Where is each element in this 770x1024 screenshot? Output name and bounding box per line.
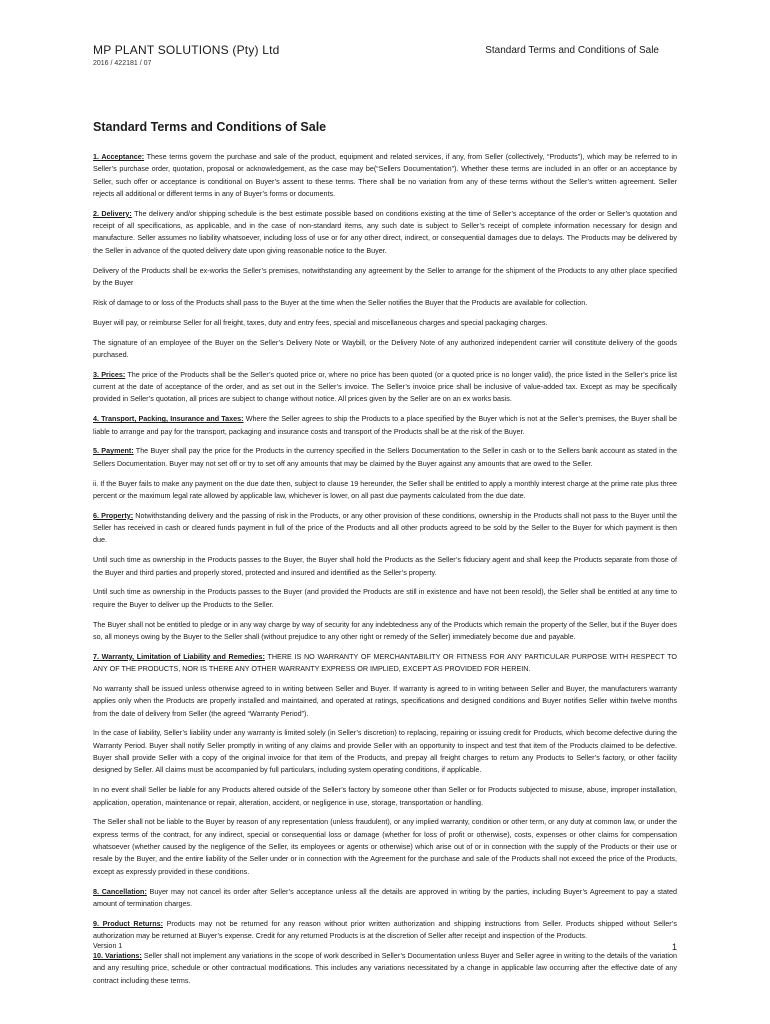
terms-paragraph	[93, 337, 677, 362]
section-heading: 7. Warranty, Limitation of Liability and Remedies:	[93, 651, 265, 661]
section-text: These terms govern the purchase and sale of the product, equipment and related services, if any, from Seller (collectively, “Products”), which may be referred to in Seller’s purchase order, quotation, proposal or acknowledgement, as the case may be(“Sellers Documentation”). Whether these terms are included in an offer or an acceptance by Seller, such offer or acceptance is conditional on Buyer’s assent to these terms. There shall be no variation from any of these terms without the Seller’s written agreement. Seller rejects all additional or different terms in any of Buyer’s forms or documents.	[93, 152, 678, 198]
terms-paragraph	[93, 586, 677, 611]
terms-paragraph	[93, 317, 677, 329]
terms-paragraph	[93, 369, 677, 406]
terms-paragraph	[93, 950, 677, 987]
section-heading: 6. Property:	[93, 510, 134, 520]
header-document-title: Standard Terms and Conditions of Sale	[485, 45, 659, 56]
company-name: MP PLANT SOLUTIONS (Pty) Ltd	[93, 43, 280, 57]
section-text: Products may not be returned for any reason without prior written authorization and shipping instructions from Seller. Products shipped without Seller’s authorization may be returned at Buyer’s expense. Credit for any returned Products is at the discretion of Seller after receipt and inspection of the Products.	[93, 918, 677, 941]
section-text: Until such time as ownership in the Products passes to the Buyer, the Buyer shall hold the Products as the Seller’s fiduciary agent and shall keep the Products separate from those of the Buyer and third parties and properly stored, protected and insured and identified as the Seller’s property.	[93, 555, 677, 577]
section-text: The Buyer shall pay the price for the Products in the currency specified in the Sellers Documentation to the Seller in cash or to the Sellers bank account as stated in the Sellers Documentation. Buyer may not set off or try to set off any amounts that may be claimed by the Buyer against any amounts that are owed to the Seller.	[93, 446, 677, 468]
section-text: The Buyer shall not be entitled to pledge or in any way charge by way of security for any indebtedness any of the Products which remain the property of the Seller, but if the Buyer does so, all moneys owing by the Buyer to the Seller shall (without prejudice to any other right or remedy of the Seller) immediately become due and payable.	[93, 619, 677, 641]
section-heading: 4. Transport, Packing, Insurance and Taxes:	[93, 414, 244, 424]
terms-body	[93, 151, 677, 994]
section-text: Buyer may not cancel its order after Seller’s acceptance unless all the details are approved in writing by the parties, including Buyer’s Agreement to pay a stated amount of termination charges.	[93, 886, 677, 908]
terms-paragraph	[93, 554, 677, 579]
terms-paragraph	[93, 918, 677, 943]
terms-paragraph	[93, 816, 677, 877]
section-text: Where the Seller agrees to ship the Products to a place specified by the Buyer which is not at the Seller’s premises, the Buyer shall be liable to arrange and pay for the transport, packaging and insurance costs and transport of the Products shall be at the risk of the Buyer.	[93, 414, 677, 436]
section-text: Notwithstanding delivery and the passing of risk in the Products, or any other provision of these conditions, ownership in the Products shall not pass to the Buyer until the Seller has received in cash or cleared funds payment in full of the price of the Products and all other products agreed to be sold by the Seller to the Buyer for which payment is then due.	[93, 510, 677, 545]
terms-paragraph	[93, 651, 677, 676]
section-heading: 8. Cancellation:	[93, 886, 147, 896]
section-text: No warranty shall be issued unless otherwise agreed to in writing between Seller and Buyer. If warranty is agreed to in writing between Seller and Buyer, the manufacturers warranty applies only when the Products are properly installed and maintained, and operated at ratings, specifications and designed conditions and Buyer notifies Seller within twelve months from the date of delivery from Seller (the agreed “Warranty Period”).	[93, 684, 677, 718]
section-text: In the case of liability, Seller’s liability under any warranty is limited solely (in Seller’s discretion) to replacing, repairing or issuing credit for Products, which become defective during the Warranty Period. Buyer shall notify Seller promptly in writing of any claims and provide Seller with an opportunity to inspect and test that item of the Products claimed to be defective. Buyer shall provide Seller with a copy of the original invoice for that item of the Products, and prepay all freight charges to return any Products to Seller’s factory, or other facility designed by Seller. All claims must be accompanied by full particulars, including system operating conditions, if applicable.	[93, 728, 677, 775]
page-title: Standard Terms and Conditions of Sale	[93, 120, 327, 134]
section-text: Delivery of the Products shall be ex-works the Seller’s premises, notwithstanding any agreement by the Seller to arrange for the shipment of the Products to any other place specified by the Buyer	[93, 265, 677, 287]
terms-paragraph	[93, 297, 677, 309]
section-heading: 10. Variations:	[93, 950, 142, 960]
section-text: The Seller shall not be liable to the Buyer by reason of any representation (unless fraudulent), or any implied warranty, condition or other term, or any duty at common law, or under the express terms of the contract, for any indirect, special or consequential loss or damage (whether for loss of profit or otherwise), costs, expenses or other claims for compensation whatsoever (whether caused by the negligence of the Seller, its employees or agents or otherwise) which arise out of or in connection with the supply of the Products or their use or resale by the Buyer, and the entire liability of the Seller under or in connection with the Agreement for the purchase and sale of the Products shall not exceed the price of the Products, except as expressly provided in these conditions.	[93, 817, 677, 876]
terms-paragraph	[93, 208, 677, 257]
section-text: Seller shall not implement any variations in the scope of work described in Seller’s Documentation unless Buyer and Seller agree in writing to the details of the variation and any resulting price, schedule or other contractual modifications. This includes any variations necessitated by a change in applicable law occurring after the effective date of any contract including these terms.	[93, 950, 677, 985]
section-heading: 1. Acceptance:	[93, 152, 145, 161]
terms-paragraph	[93, 784, 677, 809]
section-heading: 5. Payment:	[93, 446, 134, 456]
footer-version: Version 1	[93, 943, 123, 950]
section-text: The delivery and/or shipping schedule is the best estimate possible based on conditions existing at the time of Seller’s acceptance of the order or Seller’s quotation and receipt of all specifications, as applicable, and in the case of non-standard items, any such date is subject to Seller’s receipt of complete information necessary for design and manufacture. Seller assumes no liability whatsoever, including loss of use or for any other direct, indirect, or consequential damages due to delays. The Products may be delivered by the Seller in advance of the quoted delivery date upon giving reasonable notice to the Buyer.	[93, 208, 677, 255]
terms-paragraph	[93, 478, 677, 503]
page-header	[93, 43, 659, 67]
section-text: The price of the Products shall be the Seller’s quoted price or, where no price has been quoted (or a quoted price is no longer valid), the price listed in the Seller’s price list current at the date of acceptance of the order, and as set out in the Seller’s invoice. The Seller’s invoice price shall be inclusive of value-added tax. Except as may be specifically provided in Seller’s quotation, all prices are subject to change without notice. All prices given by the Seller are on an ex works basis.	[93, 369, 678, 404]
section-text: THERE IS NO WARRANTY OF MERCHANTABILITY OR FITNESS FOR ANY PARTICULAR PURPOSE WITH RESPECT TO ANY OF THE PRODUCTS, NOR IS THERE ANY OTHER WARRANTY EXPRESS OR IMPLIED, EXCEPT AS PROVIDED FOR HEREIN.	[93, 651, 678, 674]
section-text: ii. If the Buyer fails to make any payment on the due date then, subject to clause 19 hereunder, the Seller shall be entitled to apply a monthly interest charge at the prime rate plus three percent or the maximum legal rate allowed by applicable law, whichever is lower, on all past due payments calculated from the due date.	[93, 478, 677, 500]
terms-paragraph	[93, 886, 677, 911]
terms-paragraph	[93, 265, 677, 290]
page-number: 1	[672, 942, 678, 952]
terms-paragraph	[93, 619, 677, 644]
terms-paragraph	[93, 683, 677, 720]
terms-paragraph	[93, 151, 677, 200]
terms-paragraph	[93, 413, 677, 438]
registration-number: 2016 / 422181 / 07	[93, 60, 152, 67]
terms-paragraph	[93, 510, 677, 547]
section-heading: 9. Product Returns:	[93, 918, 163, 928]
section-heading: 2. Delivery:	[93, 208, 132, 218]
section-text: Buyer will pay, or reimburse Seller for all freight, taxes, duty and entry fees, special and miscellaneous charges and special packaging charges.	[93, 317, 548, 327]
terms-paragraph	[93, 445, 677, 470]
section-text: Until such time as ownership in the Products passes to the Buyer (and provided the Products are still in existence and have not been resold), the Seller shall be entitled at any time to require the Buyer to deliver up the Products to the Seller.	[93, 587, 677, 609]
section-text: In no event shall Seller be liable for any Products altered outside of the Seller’s factory by someone other than Seller or for Products subjected to misuse, abuse, improper installation, application, operation, maintenance or repair, alteration, accident, or negligence in use, storage, transportation or handling.	[93, 785, 677, 807]
terms-paragraph	[93, 727, 677, 776]
section-heading: 3. Prices:	[93, 369, 126, 379]
section-text: Risk of damage to or loss of the Products shall pass to the Buyer at the time when the Seller notifies the Buyer that the Products are available for collection.	[93, 297, 588, 307]
section-text: The signature of an employee of the Buyer on the Seller’s Delivery Note or Waybill, or the Delivery Note of any authorized independent carrier will constitute delivery of the goods purchased.	[93, 337, 677, 359]
